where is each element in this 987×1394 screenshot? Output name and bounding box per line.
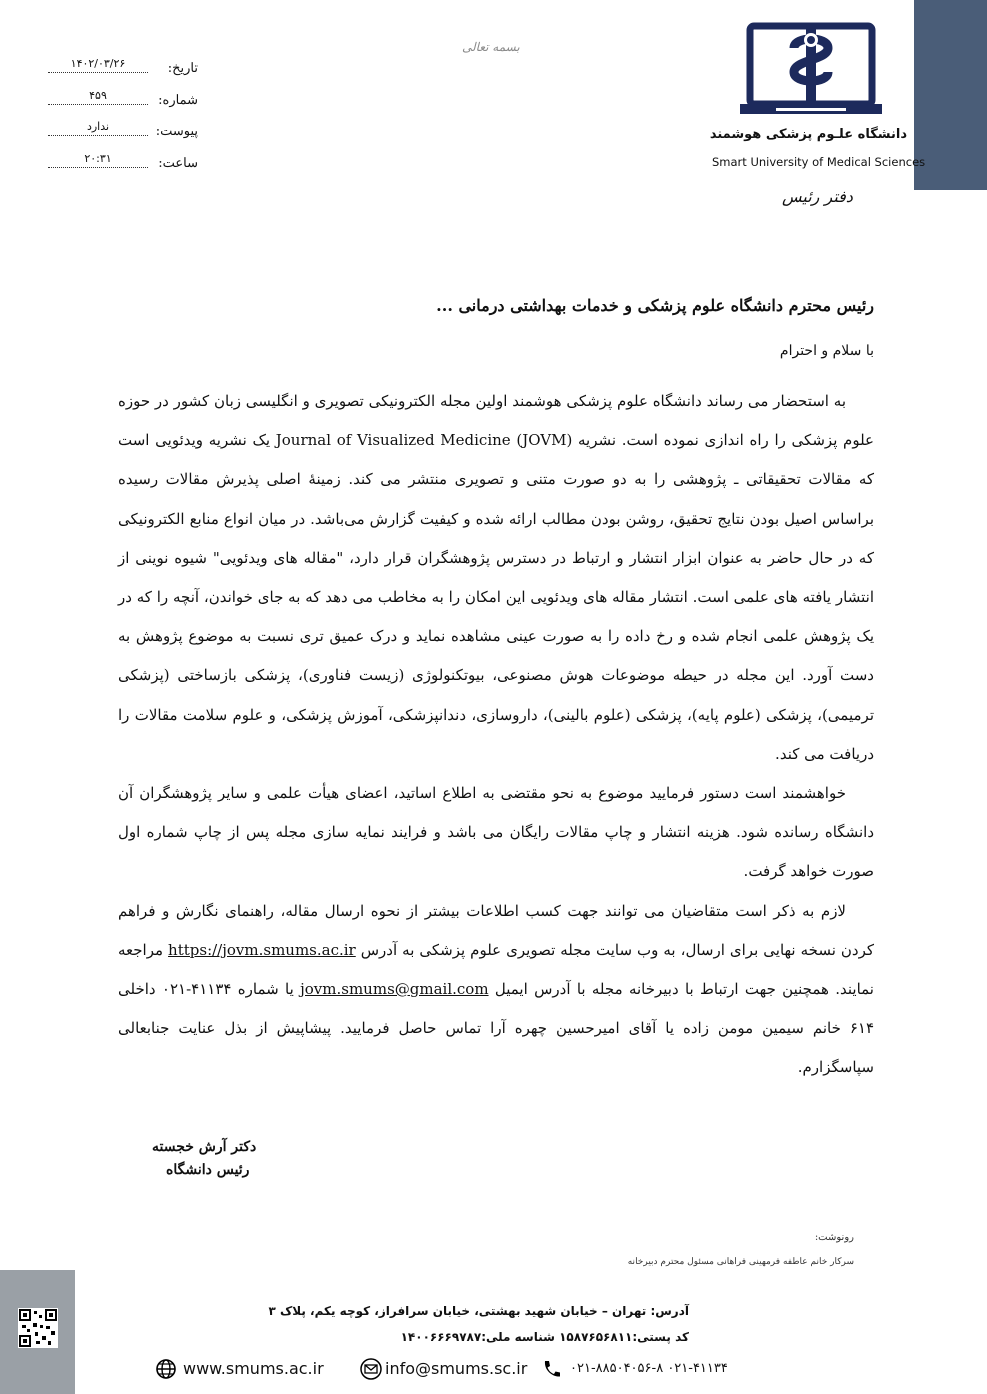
time-value: ۲۰:۳۱ (48, 152, 148, 168)
signer-title: رئیس دانشگاه (166, 1162, 250, 1178)
qr-code-icon (18, 1308, 58, 1348)
cc-label: رونوشت: (814, 1232, 854, 1243)
attachment-field (48, 120, 198, 144)
date-label: تاریخ: (167, 61, 198, 76)
journal-website-link[interactable]: https://jovm.smums.ac.ir (168, 940, 356, 959)
footer-website-link[interactable]: www.smums.ac.ir (183, 1359, 324, 1378)
globe-icon (155, 1358, 177, 1380)
university-logo-icon (736, 20, 886, 120)
university-name-fa: دانشگاه علـوم پزشکی هوشمند (709, 127, 907, 142)
footer-postal-id: کد پستی:۱۵۸۷۶۵۶۸۱۱ شناسه ملی:۱۴۰۰۶۶۶۹۷۸۷ (400, 1330, 689, 1344)
paragraph-3-part-c: یا شماره ۴۱۱۳۴-۰۲۱ داخلی ۶۱۴ خانم سیمین مومن زاده یا آقای امیرحسین چهره آرا تماس حاصل فرمایید. پیشاپیش از بذل عنایت جنابعالی سپاسگزارم. (118, 980, 874, 1077)
basmala: بسمه تعالی (462, 40, 520, 54)
footer-email-link[interactable]: info@smums.sc.ir (385, 1359, 528, 1378)
attachment-label: پیوست: (155, 124, 198, 139)
envelope-icon (360, 1358, 382, 1380)
university-name-en: Smart University of Medical Sciences (712, 155, 926, 169)
cc-recipient: سرکار خانم عاطفه فرمهینی فراهانی مسئول محترم دبیرخانه (627, 1257, 854, 1267)
paragraph-3-part-a: لازم به ذکر است متقاضیان می توانند جهت کسب اطلاعات بیشتر از نحوه ارسال مقاله، راهنمای نگارش و فراهم کردن نسخه نهایی برای ارسال، به وب سایت مجله تصویری علوم پزشکی به آدرس (118, 901, 874, 959)
letter-body (118, 382, 874, 1088)
paragraph-3-part-b: مراجعه نمایند. همچنین جهت ارتباط با دبیرخانه مجله با آدرس ایمیل (118, 940, 874, 999)
paragraph-2: خواهشمند است دستور فرمایید موضوع به نحو مقتضی به اطلاع اساتید، اعضای هیأت علمی و سایر پژوهشگران آن دانشگاه رسانده شود. هزینه انتشار و چاپ مقالات رایگان می باشد و فرایند نمایه سازی مجله پس از چاپ شماره اول صورت خواهد گرفت. (118, 784, 874, 881)
number-label: شماره: (158, 93, 198, 108)
footer-address: آدرس: تهران – خیابان شهید بهشتی، خیابان سرافراز، کوچه یکم، پلاک ۳ (268, 1304, 689, 1318)
journal-email-link[interactable]: jovm.smums@gmail.com (300, 980, 489, 999)
letter-greeting: با سلام و احترام (779, 343, 874, 359)
date-field (48, 57, 198, 81)
number-value: ۴۵۹ (48, 89, 148, 105)
letter-addressee: رئیس محترم دانشگاه علوم پزشکی و خدمات بهداشتی درمانی ... (436, 296, 874, 315)
office-title: دفتر رئیس (782, 187, 853, 206)
date-value: ۱۴۰۲/۰۳/۲۶ (48, 57, 148, 73)
paragraph-3 (118, 892, 874, 1088)
number-field (48, 89, 198, 113)
time-label: ساعت: (158, 156, 198, 171)
paragraph-1: به استحضار می رساند دانشگاه علوم پزشکی هوشمند اولین مجله الکترونیکی تصویری و انگلیسی زبان کشور در حوزه علوم پزشکی را راه اندازی نموده است. نشریه Journal of Visualized Medicine (JOVM) یک نشریه ویدئویی است که مقالات تحقیقاتی ـ پژوهشی را به دو صورت متنی و تصویری منتشر می کند. زمینهٔ اصلی پذیرش مقالات رسیده براساس اصیل بودن نتایج تحقیق، روشن بودن مطالب ارائه شده و کیفیت گزارش می‌باشد. در میان انواع منابع الکترونیکی که در حال حاضر به عنوان ابزار انتشار و ارتباط در دسترس پژوهشگران قرار دارد، "مقاله های ویدئویی" شیوه نوینی از انتشار یافته های علمی است. انتشار مقاله های ویدئویی این امکان را به مخاطب می دهد که به جای خواندن، آنچه را که در یک پژوهش علمی انجام شده و رخ داده را به صورت عینی مشاهده نماید و درک عمیق تری نسبت به موضوع پژوهش به دست آورد. این مجله در حیطه موضوعات هوش مصنوعی، بیوتکنولوژی (زیست فناوری)، پزشکی بازساختی (پزشکی ترمیمی)، پزشکی (علوم پایه)، پزشکی (علوم بالینی)، داروسازی، دندانپزشکی، آموزش پزشکی، و علوم سلامت مقالات را دریافت می کند. (118, 392, 875, 763)
phone-icon (540, 1358, 562, 1380)
footer-phone: ۰۲۱-۴۱۱۳۴ ۰۲۱-۸۸۵۰۴۰۵۶-۸ (570, 1361, 728, 1376)
signer-name: دکتر آرش خجسته (152, 1139, 257, 1155)
time-field (48, 152, 198, 176)
attachment-value: ندارد (48, 120, 148, 136)
